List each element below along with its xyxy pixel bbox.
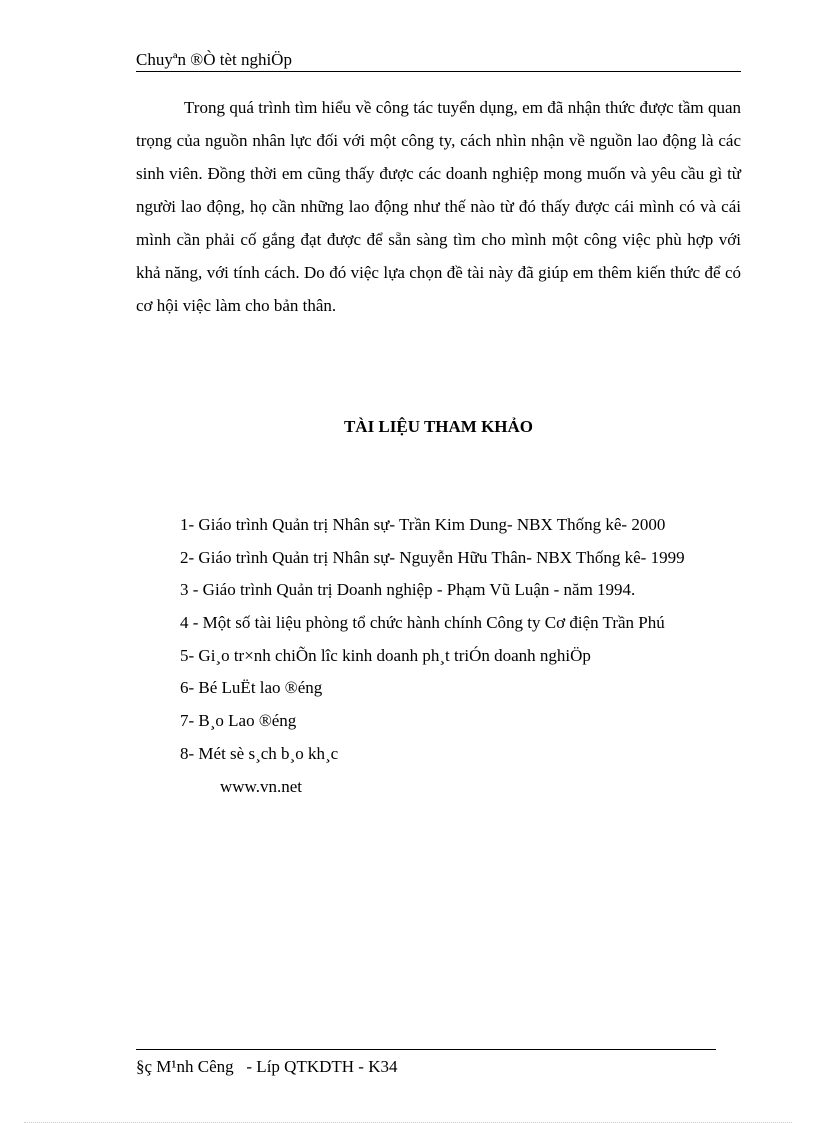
- reference-item: 7- B¸o Lao ®éng: [180, 711, 297, 731]
- reference-item: 4 - Một số tài liệu phòng tổ chức hành chính Công ty Cơ điện Trần Phú: [180, 613, 665, 633]
- reference-item: 6- Bé LuËt lao ®éng: [180, 678, 323, 698]
- body-paragraph: Trong quá trình tìm hiểu về công tác tuyển dụng, em đã nhận thức được tầm quan trọng của nguồn nhân lực đối với một công ty, cách nhìn nhận về nguồn lao động là các sinh viên. Đồng thời em cũng thấy được các doanh nghiệp mong muốn và yêu cầu gì từ người lao động, họ cần những lao động như thế nào từ đó thấy được cái mình có và cái mình cần phải cố gắng đạt được để sẵn sàng tìm cho mình một công việc phù hợp với khả năng, với tính cách. Do đó việc lựa chọn đề tài này đã giúp em thêm kiến thức để có cơ hội việc làm cho bản thân.: [136, 98, 741, 315]
- page-header: Chuyªn ®Ò tèt nghiÖp: [136, 50, 741, 72]
- page-footer: §ç M¹nh Cêng - Líp QTKDTH - K34: [136, 1057, 398, 1076]
- reference-item: 1- Giáo trình Quản trị Nhân sự- Trần Kim Dung- NBX Thống kê- 2000: [180, 515, 666, 534]
- reference-item: 2- Giáo trình Quản trị Nhân sự- Nguyễn Hữu Thân- NBX Thống kê- 1999: [180, 547, 685, 567]
- references-title: TÀI LIỆU THAM KHẢO: [343, 417, 534, 436]
- reference-website: www.vn.net: [220, 776, 302, 796]
- footer-divider: [136, 1049, 716, 1050]
- reference-item: 8- Mét sè s¸ch b¸o kh¸c: [180, 743, 339, 763]
- reference-item: 5- Gi¸o tr×nh chiÕn lîc kinh doanh ph¸t triÓn doanh nghiÖp: [180, 645, 591, 665]
- references-list: [180, 514, 760, 808]
- reference-item: 3 - Giáo trình Quản trị Doanh nghiệp - Phạm Vũ Luận - năm 1994.: [180, 580, 636, 600]
